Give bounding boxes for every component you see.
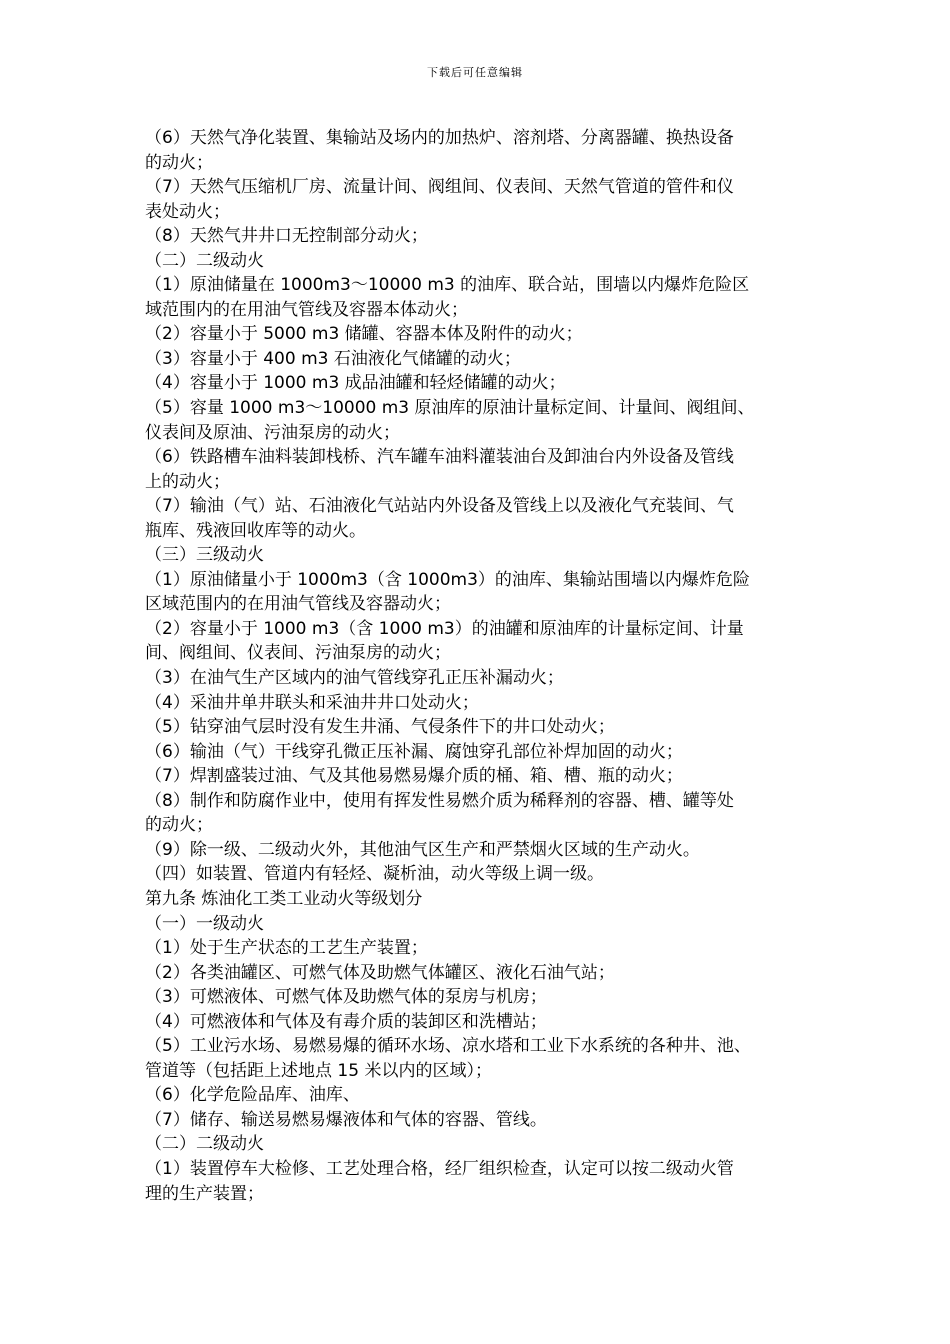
text-line: （9）除一级、二级动火外，其他油气区生产和严禁烟火区域的生产动火。 [145, 839, 700, 860]
text-line: 上的动火； [145, 471, 230, 492]
text-line: （3）可燃液体、可燃气体及助燃气体的泵房与机房； [145, 987, 547, 1008]
text-line: （4）可燃液体和气体及有毒介质的装卸区和洗槽站； [145, 1011, 547, 1032]
text-line: （6）铁路槽车油料装卸栈桥、汽车罐车油料灌装油台及卸油台内外设备及管线 [145, 447, 734, 468]
text-line: （4）容量小于 1000 m3 成品油罐和轻烃储罐的动火； [145, 373, 566, 394]
text-line: 间、阀组间、仪表间、污油泵房的动火； [145, 643, 451, 664]
text-line: 区域范围内的在用油气管线及容器动火； [145, 594, 451, 615]
text-line: 管道等（包括距上述地点 15 米以内的区域）； [145, 1060, 492, 1081]
text-line: （7）焊割盛装过油、气及其他易燃易爆介质的桶、箱、槽、瓶的动火； [145, 766, 683, 787]
text-line: （2）容量小于 5000 m3 储罐、容器本体及附件的动火； [145, 324, 583, 345]
text-line: （2）容量小于 1000 m3（含 1000 m3）的油罐和原油库的计量标定间、计量 [145, 618, 744, 639]
text-line: （6）天然气净化装置、集输站及场内的加热炉、溶剂塔、分离器罐、换热设备 [145, 128, 734, 148]
text-line: （1）装置停车大检修、工艺处理合格，经厂组织检查，认定可以按二级动火管 [145, 1158, 734, 1179]
text-line: 域范围内的在用油气管线及容器本体动火； [145, 299, 468, 320]
text-line: （8）制作和防腐作业中，使用有挥发性易燃介质为稀释剂的容器、槽、罐等处 [145, 790, 734, 811]
section-heading: （三）三级动火 [145, 545, 264, 566]
text-line: （5）容量 1000 m3～10000 m3 原油库的原油计量标定间、计量间、阀组间、 [145, 398, 755, 419]
text-line: （7）天然气压缩机厂房、流量计间、阀组间、仪表间、天然气管道的管件和仪 [145, 177, 734, 198]
text-line: （1）原油储量小于 1000m3（含 1000m3）的油库、集输站围墙以内爆炸危险 [145, 569, 750, 590]
text-line: （5）工业污水场、易燃易爆的循环水场、凉水塔和工业下水系统的各种井、池、 [145, 1036, 751, 1057]
section-heading: （二）二级动火 [145, 1134, 264, 1155]
text-line: （5）钻穿油气层时没有发生井涌、气侵条件下的井口处动火； [145, 717, 615, 738]
page-header: 下载后可任意编辑 [427, 66, 523, 79]
text-line: 瓶库、残液回收库等的动火。 [145, 520, 366, 541]
text-line: （8）天然气井井口无控制部分动火； [145, 226, 428, 247]
text-line: （6）输油（气）干线穿孔微正压补漏、腐蚀穿孔部位补焊加固的动火； [145, 741, 683, 762]
text-line: 仪表间及原油、污油泵房的动火； [145, 422, 400, 443]
document-body [145, 126, 835, 1206]
text-line: （7）储存、输送易燃易爆液体和气体的容器、管线。 [145, 1109, 547, 1130]
text-line: 的动火； [145, 152, 213, 173]
text-line: （2）各类油罐区、可燃气体及助燃气体罐区、液化石油气站； [145, 962, 615, 983]
text-line: 表处动火； [145, 201, 230, 222]
text-line: 理的生产装置； [145, 1183, 264, 1204]
text-line: （1）处于生产状态的工艺生产装置； [145, 938, 428, 959]
text-line: （1）原油储量在 1000m3～10000 m3 的油库、联合站，围墙以内爆炸危险区 [145, 275, 750, 296]
text-line: （6）化学危险品库、油库、 [145, 1085, 360, 1106]
section-heading: （二）二级动火 [145, 250, 264, 271]
text-line: （4）采油井单井联头和采油井井口处动火； [145, 692, 479, 713]
text-line: （7）输油（气）站、石油液化气站站内外设备及管线上以及液化气充装间、气 [145, 496, 734, 517]
section-heading: （一）一级动火 [145, 913, 264, 934]
article-heading: 第九条 炼油化工类工业动火等级划分 [145, 888, 423, 909]
text-line: （3）在油气生产区域内的油气管线穿孔正压补漏动火； [145, 668, 564, 689]
text-line: （四）如装置、管道内有轻烃、凝析油，动火等级上调一级。 [145, 864, 604, 885]
text-line: （3）容量小于 400 m3 石油液化气储罐的动火； [145, 348, 521, 369]
text-line: 的动火； [145, 815, 213, 836]
